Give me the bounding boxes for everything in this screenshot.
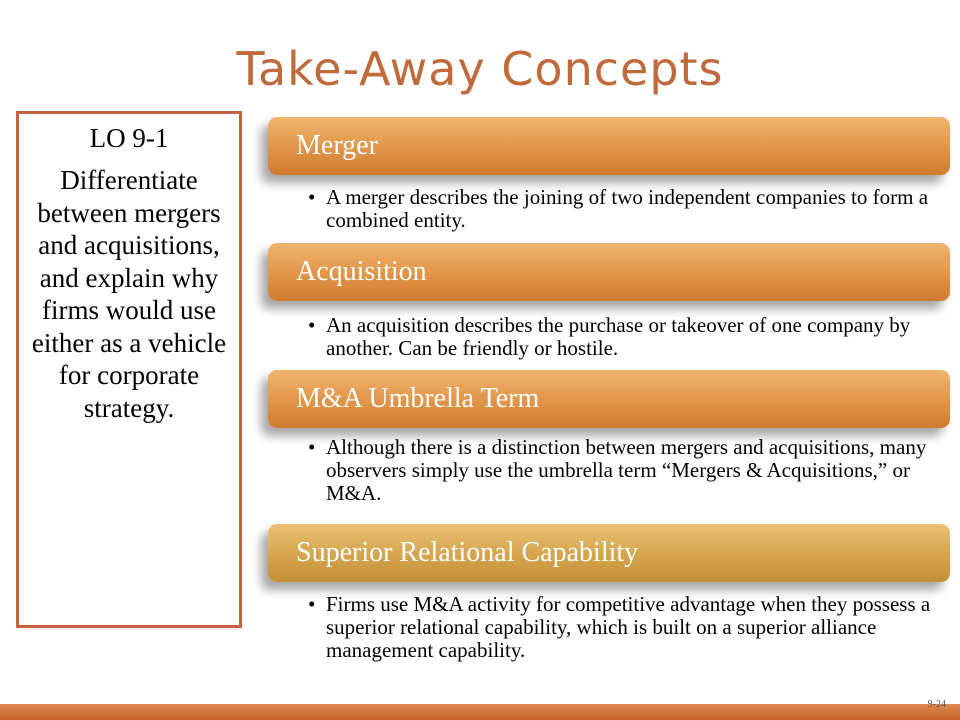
slide-title: Take-Away Concepts <box>236 42 724 96</box>
bullet-icon: • <box>308 435 316 459</box>
bullet-icon: • <box>308 313 316 337</box>
concept-heading: Acquisition <box>296 256 427 287</box>
concept-heading: Merger <box>296 130 378 161</box>
concept-bullet-text: An acquisition describes the purchase or takeover of one company by another. Can be friendly or hostile. <box>326 313 911 360</box>
concept-bullet-relational-capability <box>308 593 944 662</box>
concept-bullet-umbrella-term <box>308 436 944 505</box>
footer-bar <box>0 704 960 720</box>
concept-heading: Superior Relational Capability <box>296 537 639 568</box>
bullet-icon: • <box>308 592 316 616</box>
concept-bar-umbrella-term <box>268 370 950 428</box>
learning-objective-text: Differentiate between mergers and acquisitions, and explain why firms would use either as a vehicle for corporate strategy. <box>31 165 227 423</box>
concept-bar-relational-capability <box>268 524 950 582</box>
bullet-icon: • <box>308 185 316 209</box>
concept-bullet-text: A merger describes the joining of two independent companies to form a combined entity. <box>326 185 929 232</box>
learning-objective-box <box>16 111 242 628</box>
concept-bullet-text: Firms use M&A activity for competitive advantage when they possess a superior relational capability, which is built on a superior alliance management capability. <box>326 592 931 662</box>
page-number: 9-24 <box>927 699 946 710</box>
concept-bullet-acquisition <box>308 314 944 360</box>
concept-bar-merger <box>268 117 950 175</box>
concept-bullet-merger <box>308 186 944 232</box>
learning-objective-heading: LO 9-1 <box>89 123 169 153</box>
concept-heading: M&A Umbrella Term <box>296 383 540 414</box>
concept-bar-acquisition <box>268 243 950 301</box>
concept-bullet-text: Although there is a distinction between mergers and acquisitions, many observers simply use the umbrella term “Mergers & Acquisitions,” or M&A. <box>326 435 927 505</box>
